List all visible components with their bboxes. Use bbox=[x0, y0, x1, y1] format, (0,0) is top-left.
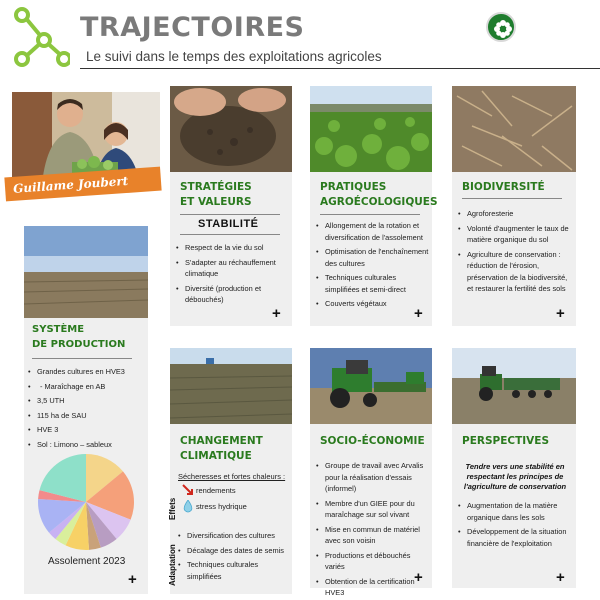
list-item: • Diversification des cultures bbox=[178, 530, 290, 542]
socio-list bbox=[316, 460, 430, 600]
card-perspectives-title: PERSPECTIVES bbox=[462, 435, 550, 447]
farmer-name-tag: Guillame Joubert bbox=[4, 167, 161, 202]
card-strategies bbox=[170, 86, 292, 326]
card-socio-title: SOCIO-ÉCONOMIE bbox=[320, 435, 425, 447]
card-biodiversite bbox=[452, 86, 576, 326]
crop-field-photo bbox=[310, 86, 432, 172]
card-systeme-title bbox=[32, 322, 142, 352]
systeme-list bbox=[28, 366, 148, 453]
list-item: • Développement de la situation financière de l'exploitation bbox=[458, 526, 574, 549]
list-item: • Groupe de travail avec Arvalis pour la réalisation d'essais (informel) bbox=[316, 460, 430, 495]
changement-list bbox=[178, 530, 290, 585]
list-item: • Respect de la vie du sol bbox=[176, 242, 286, 254]
page-title: TRAJECTOIRES bbox=[80, 12, 305, 43]
water-drop-icon bbox=[183, 500, 193, 513]
assolement-pie-chart bbox=[36, 452, 136, 552]
title-line: AGROÉCOLOGIQUES bbox=[320, 196, 438, 208]
dry-field-photo bbox=[170, 348, 292, 424]
effects-label: Effets bbox=[168, 497, 177, 520]
title-line: SYSTÈME bbox=[32, 324, 85, 335]
tractor-photo bbox=[310, 348, 432, 424]
list-item: • S'adapter au réchauffement climatique bbox=[176, 257, 286, 280]
title-line: CLIMATIQUE bbox=[180, 450, 252, 462]
card-changement-title bbox=[180, 434, 290, 464]
list-item: • Agriculture de conservation : réduction de l'érosion, préservation de la biodiversité, et restaurer la fertilité des sols bbox=[458, 249, 574, 295]
more-button[interactable]: + bbox=[414, 305, 423, 322]
list-item: • Couverts végétaux bbox=[316, 298, 430, 310]
pie-caption: Assolement 2023 bbox=[48, 556, 126, 567]
adaptation-label: Adaptation bbox=[168, 544, 177, 586]
list-item: • HVE 3 bbox=[28, 424, 148, 436]
list-item: • - Maraîchage en AB bbox=[28, 381, 148, 393]
card-divider bbox=[462, 198, 562, 199]
effect-stress-hydrique: stress hydrique bbox=[196, 502, 247, 511]
list-item: • Diversité (production et débouchés) bbox=[176, 283, 286, 306]
more-button[interactable]: + bbox=[556, 305, 565, 322]
card-pratiques bbox=[310, 86, 438, 326]
page-subtitle: Le suivi dans le temps des exploitations agricoles bbox=[86, 49, 382, 64]
card-perspectives bbox=[452, 348, 576, 588]
list-item: • Sol : Limono – sableux bbox=[28, 439, 148, 451]
header-divider bbox=[80, 68, 600, 69]
list-item: • Optimisation de l'enchaînement des cultures bbox=[316, 246, 430, 269]
list-item: • Agroforesterie bbox=[458, 208, 574, 220]
title-line: STRATÉGIES bbox=[180, 181, 252, 193]
list-item: • Volonté d'augmenter le taux de matière organique du sol bbox=[458, 223, 574, 246]
perspectives-list bbox=[458, 500, 574, 552]
list-item: • 115 ha de SAU bbox=[28, 410, 148, 422]
list-item: • Augmentation de la matière organique dans les sols bbox=[458, 500, 574, 523]
list-item: • Techniques culturales simplifiées et semi-direct bbox=[316, 272, 430, 295]
card-divider bbox=[32, 358, 132, 359]
pratiques-list bbox=[316, 220, 430, 313]
card-biodiversite-title: BIODIVERSITÉ bbox=[462, 181, 545, 193]
list-item: • Décalage des dates de semis bbox=[178, 545, 290, 557]
flower-badge-icon bbox=[486, 12, 516, 42]
card-socio bbox=[310, 348, 432, 597]
effect-rendements: rendements bbox=[196, 486, 236, 495]
list-item: • Mise en commun de matériel avec son voisin bbox=[316, 524, 430, 547]
list-item: • Obtention de la certification HVE3 bbox=[316, 576, 430, 599]
list-item: • Grandes cultures en HVE3 bbox=[28, 366, 148, 378]
soil-residue-photo bbox=[452, 86, 576, 172]
card-systeme bbox=[24, 226, 148, 594]
list-item: • 3,5 UTH bbox=[28, 395, 148, 407]
card-divider bbox=[180, 214, 280, 215]
card-strategies-title bbox=[180, 180, 290, 210]
card-divider bbox=[180, 234, 280, 235]
field-photo bbox=[24, 226, 148, 318]
more-button[interactable]: + bbox=[128, 571, 137, 588]
list-item: • Productions et débouchés variés bbox=[316, 550, 430, 573]
soil-hands-photo bbox=[170, 86, 292, 172]
card-pratiques-title bbox=[320, 180, 438, 210]
strategies-list bbox=[176, 242, 286, 309]
list-item: • Allongement de la rotation et diversification de l'assolement bbox=[316, 220, 430, 243]
climate-intro: Sécheresses et fortes chaleurs : bbox=[178, 472, 286, 481]
arrow-down-right-icon bbox=[182, 484, 194, 496]
title-line: PRATIQUES bbox=[320, 181, 387, 193]
list-item: • Membre d'un GIEE pour du maraîchage sur sol vivant bbox=[316, 498, 430, 521]
stability-highlight: STABILITÉ bbox=[198, 218, 259, 230]
more-button[interactable]: + bbox=[272, 305, 281, 322]
card-divider bbox=[320, 214, 420, 215]
title-line: CHANGEMENT bbox=[180, 435, 263, 447]
seeder-photo bbox=[452, 348, 576, 424]
list-item: • Techniques culturales simplifiées bbox=[178, 559, 290, 582]
more-button[interactable]: + bbox=[414, 569, 423, 586]
title-line: ET VALEURS bbox=[180, 196, 252, 208]
title-line: DE PRODUCTION bbox=[32, 339, 126, 350]
trajectory-logo-icon bbox=[10, 6, 70, 68]
card-changement bbox=[170, 348, 292, 594]
biodiversite-list bbox=[458, 208, 574, 298]
more-button[interactable]: + bbox=[556, 569, 565, 586]
perspectives-objective: Tendre vers une stabilité en respectant les principes de l'agriculture de conservation bbox=[463, 462, 567, 491]
